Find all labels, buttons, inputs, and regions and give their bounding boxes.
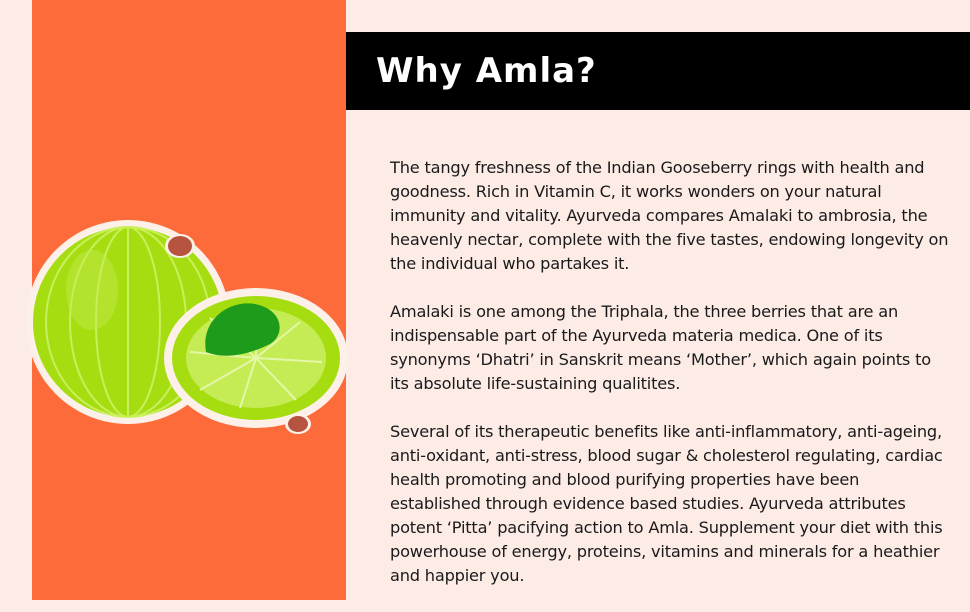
title-bar: [346, 32, 970, 110]
cut-amla-icon: [164, 288, 348, 434]
page-title: Why Amla?: [376, 51, 597, 91]
paragraph-intro: The tangy freshness of the Indian Gooseberry rings with health and goodness. Rich in Vitamin C, it works wonders on your natural immunity and vitality. Ayurveda compares Amalaki to ambrosia, the heavenly nectar, complete with the five tastes, endowing longevity on the individual who partakes it.: [390, 158, 949, 273]
paragraph-triphala: Amalaki is one among the Triphala, the three berries that are an indispensable part of the Ayurveda materia medica. One of its synonyms ‘Dhatri’ in Sanskrit means ‘Mother’, which again points to its absolute life-sustaining qualitites.: [390, 302, 931, 393]
paragraph-benefits: Several of its therapeutic benefits like anti-inflammatory, anti-ageing, anti-oxidant, anti-stress, blood sugar & cholesterol regulating, cardiac health promoting and blood purifying properties have been established through evidence based studies. Ayurveda attributes potent ‘Pitta’ pacifying action to Amla. Supplement your diet with this powerhouse of energy, proteins, vitamins and minerals for a heathier and happier you.: [390, 422, 943, 585]
content-body: [390, 156, 950, 612]
